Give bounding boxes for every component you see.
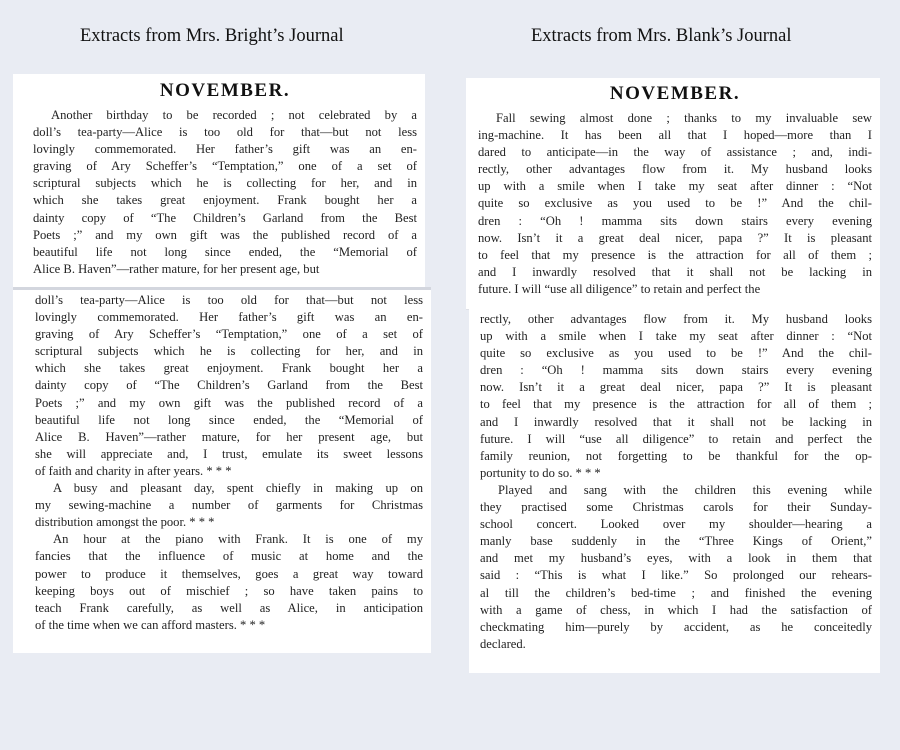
text-line: and met my husband’s eyes, with a look in them that xyxy=(480,551,872,566)
month-heading: NOVEMBER. xyxy=(609,83,741,104)
text-line: doll’s tea-party—Alice is too old for that—but not less xyxy=(35,293,423,307)
text-line: Fall sewing almost done ; thanks to my invaluable sew xyxy=(496,111,872,125)
text-line: dren : “Oh ! mamma sits down stairs every evening xyxy=(480,363,872,378)
text-line: lovingly commemorated. Her father’s gift was an en- xyxy=(35,310,423,325)
text-line: which she takes great enjoyment. Frank bought her a xyxy=(35,361,423,376)
text-line: which she takes great enjoyment. Frank bought her a xyxy=(33,193,417,208)
text-line: my sewing-machine a number of garments for Christmas xyxy=(35,498,423,513)
text-line: future. I will “use all diligence” to retain and perfect the xyxy=(480,431,872,446)
text-line: family reunion, not forgetting to be thankful for the op- xyxy=(480,448,872,463)
text-line: she will appreciate and, I trust, emulate its sweet lessons xyxy=(35,446,423,461)
text-line: scriptural subjects which he is collecting for her, and in xyxy=(33,176,417,191)
text-line: manly base suddenly in the “Three Kings of Orient,” xyxy=(480,534,872,549)
text-line: rectly, other advantages flow from it. My husband looks xyxy=(478,162,872,177)
text-line: and I inwardly resolved that it shall not be lacking in xyxy=(478,264,872,279)
text-line: now. Isn’t it a great deal nicer, papa ?” It is pleasant xyxy=(478,230,872,245)
clipping-text xyxy=(480,311,872,653)
left-clipping-bottom xyxy=(13,290,431,653)
text-line: A busy and pleasant day, spent chiefly in making up on xyxy=(53,481,423,496)
text-line: of the time when we can afford masters. * * * xyxy=(35,617,266,632)
text-line: to feel that my presence is the attraction for all of them ; xyxy=(480,397,872,412)
clipping-text xyxy=(33,107,417,278)
text-line: distribution amongst the poor. * * * xyxy=(35,515,215,530)
text-line: quite so exclusive as you used to be !” And the chil- xyxy=(480,346,872,361)
text-line: graving of Ary Scheffer’s “Temptation,” one of a set of xyxy=(35,327,423,342)
text-line: up with a smile when I take my seat after dinner : “Not xyxy=(480,329,872,344)
text-line: An hour at the piano with Frank. It is one of my xyxy=(53,532,423,547)
text-line: beautiful life not long since ended, the “Memorial of xyxy=(35,412,423,427)
text-line: of faith and charity in after years. * * * xyxy=(35,463,232,478)
text-line: Played and sang with the children this evening while xyxy=(498,482,872,497)
text-line: ing-machine. It has been all that I hoped—more than I xyxy=(478,128,872,143)
text-line: power to produce it themselves, goes a great way toward xyxy=(35,566,423,581)
text-line: dainty copy of “The Children’s Garland from the Best xyxy=(33,210,417,225)
text-line: Poets ;” and my own gift was the published record of a xyxy=(35,395,423,410)
right-clipping-top xyxy=(466,78,880,309)
month-heading: NOVEMBER. xyxy=(159,80,291,101)
text-line: Another birthday to be recorded ; not celebrated by a xyxy=(51,108,417,122)
text-line: and I inwardly resolved that it shall not be lacking in xyxy=(480,414,872,429)
text-line: quite so exclusive as you used to be !” And the chil- xyxy=(478,196,872,211)
text-line: scriptural subjects which he is collecting for her, and in xyxy=(35,344,423,359)
text-line: portunity to do so. * * * xyxy=(480,465,601,480)
text-line: Poets ;” and my own gift was the published record of a xyxy=(33,227,417,242)
text-line: teach Frank carefully, as well as Alice, in anticipation xyxy=(35,600,423,615)
text-line: graving of Ary Scheffer’s “Temptation,” one of a set of xyxy=(33,159,417,174)
text-line: with a game of chess, in which I had the satisfaction of xyxy=(480,602,872,617)
clipping-text xyxy=(35,292,423,634)
text-line: now. Isn’t it a great deal nicer, papa ?” It is pleasant xyxy=(480,380,872,395)
text-line: Alice B. Haven”—rather mature, for her present age, but xyxy=(33,261,320,276)
right-column-title: Extracts from Mrs. Blank’s Journal xyxy=(531,26,792,46)
text-line: school concert. Looked over my shoulder—hearing a xyxy=(480,517,872,532)
clipping-text xyxy=(478,110,872,298)
text-line: up with a smile when I take my seat after dinner : “Not xyxy=(478,179,872,194)
text-line: Alice B. Haven”—rather mature, for her present age, but xyxy=(35,429,423,444)
text-line: dainty copy of “The Children’s Garland from the Best xyxy=(35,378,423,393)
text-line: to feel that my presence is the attraction for all of them ; xyxy=(478,247,872,262)
text-line: future. I will “use all diligence” to retain and perfect the xyxy=(478,281,761,296)
text-line: keeping boys out of mischief ; so have taken pains to xyxy=(35,583,423,598)
left-clipping-top xyxy=(13,74,425,287)
text-line: they practised some Christmas carols for their Sunday- xyxy=(480,500,872,515)
text-line: beautiful life not long since ended, the “Memorial of xyxy=(33,244,417,259)
text-line: al till the children’s bed-time ; and finished the evening xyxy=(480,585,872,600)
left-column-title: Extracts from Mrs. Bright’s Journal xyxy=(80,26,344,46)
right-clipping-bottom xyxy=(469,309,880,673)
text-line: declared. xyxy=(480,636,526,651)
text-line: dared to anticipate—in the way of assistance ; and, indi- xyxy=(478,145,872,160)
text-line: doll’s tea-party—Alice is too old for that—but not less xyxy=(33,125,417,140)
text-line: rectly, other advantages flow from it. My husband looks xyxy=(480,312,872,326)
text-line: said : “This is what I like.” So prolonged our rehears- xyxy=(480,568,872,583)
text-line: lovingly commemorated. Her father’s gift was an en- xyxy=(33,142,417,157)
text-line: checkmating him—purely by accident, as he conceitedly xyxy=(480,619,872,634)
text-line: dren : “Oh ! mamma sits down stairs every evening xyxy=(478,213,872,228)
text-line: fancies that the influence of music at home and the xyxy=(35,549,423,564)
